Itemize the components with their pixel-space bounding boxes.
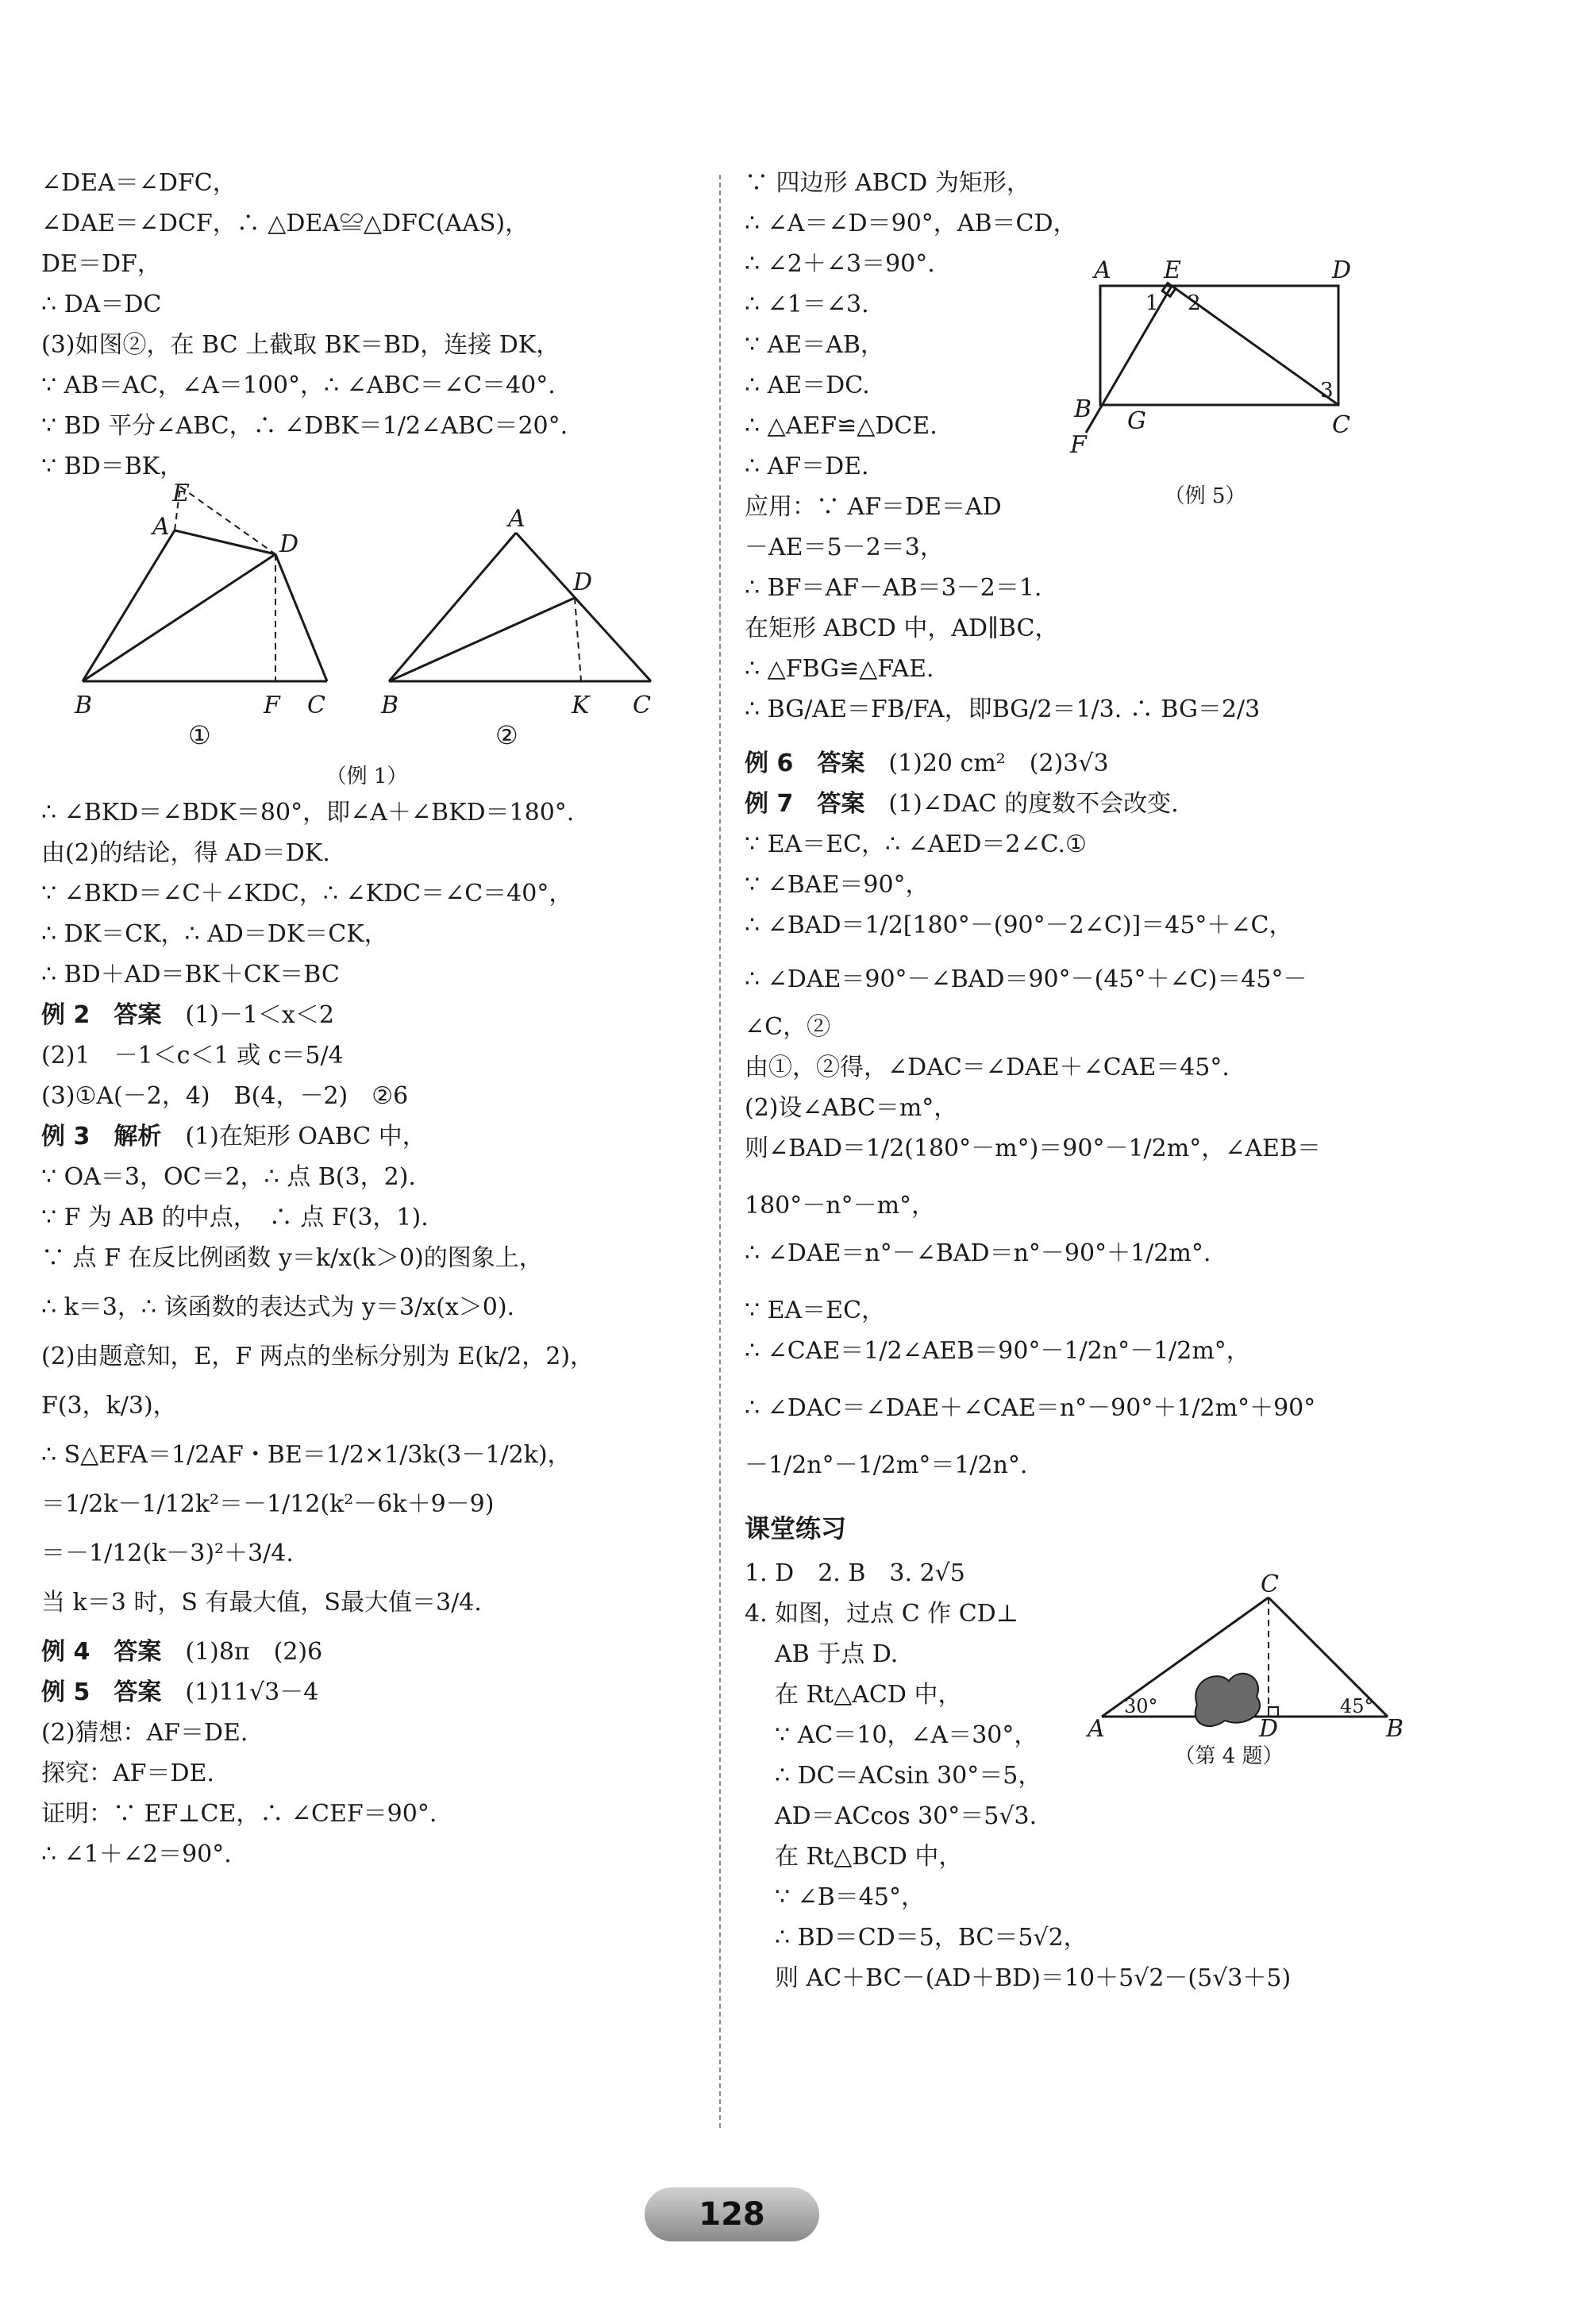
text-line: ∵ AC＝10，∠A＝30°， <box>775 1721 1038 1749</box>
figure-sub-1: ① <box>188 720 211 750</box>
text-line: 在矩形 ABCD 中，AD∥BC， <box>745 615 1059 642</box>
text-line: ∵ OA＝3，OC＝2，∴ 点 B(3，2). <box>41 1163 416 1191</box>
practice-answers: 1. D 2. B 3. 2√5 <box>745 1559 965 1587</box>
example-title: 例 7 答案 <box>745 790 865 818</box>
text-line: 则∠BAD＝1/2(180°－m°)＝90°－1/2m°，∠AEB＝ <box>745 1135 1321 1162</box>
figure-label: D <box>1259 1715 1279 1743</box>
text-line: ∴ DC＝ACsin 30°＝5， <box>775 1762 1042 1790</box>
text-line: 应用：∵ AF＝DE＝AD <box>745 493 1002 521</box>
text-line: ∠DEA＝∠DFC， <box>41 169 237 197</box>
example-7 <box>745 784 1459 1502</box>
text-line: (2)1 －1＜c＜1 或 c＝5/4 <box>41 1042 344 1070</box>
text-line: ∴ BD＋AD＝BK＋CK＝BC <box>41 961 340 989</box>
text-line: ∴ AF＝DE. <box>745 453 869 480</box>
text-line: ∠DAE＝∠DCF，∴ △DEA≌△DFC(AAS)， <box>41 210 529 237</box>
text-line: ∵ 点 F 在反比例函数 y＝k/x(k＞0)的图象上， <box>41 1244 543 1272</box>
right-column <box>745 163 1459 1998</box>
text-line: DE＝DF， <box>41 250 161 278</box>
figure-label: C <box>307 692 325 719</box>
text-line: 由①，②得，∠DAC＝∠DAE＋∠CAE＝45°. <box>745 1054 1230 1081</box>
example-4 <box>41 1632 756 1672</box>
text-line: ∴ ∠DAE＝90°－∠BAD＝90°－(45°＋∠C)＝45°－ <box>745 965 1307 993</box>
text-line: (2)由题意知，E，F 两点的坐标分别为 E(k/2，2)， <box>41 1343 595 1370</box>
text-line: ∴ ∠A＝∠D＝90°，AB＝CD， <box>745 210 1077 237</box>
text-line: ∵ AB＝AC，∠A＝100°，∴ ∠ABC＝∠C＝40°. <box>41 372 556 399</box>
figure-label: F <box>1070 431 1087 459</box>
text-line: 证明：∵ EF⊥CE，∴ ∠CEF＝90°. <box>41 1800 437 1828</box>
text-line: ∵ EA＝EC， <box>745 1297 886 1324</box>
text-line: ∵ 四边形 ABCD 为矩形， <box>745 169 1030 197</box>
text-line: ∴ ∠CAE＝1/2∠AEB＝90°－1/2n°－1/2m°， <box>745 1337 1250 1365</box>
text-line: ∴ ∠2＋∠3＝90°. <box>745 250 935 278</box>
example-3 <box>41 1116 756 1632</box>
example-title: 例 6 答案 <box>745 750 865 777</box>
text-line: ∵ BD 平分∠ABC，∴ ∠DBK＝1/2∠ABC＝20°. <box>41 412 568 440</box>
text-line: ∴ S△EFA＝1/2AF・BE＝1/2×1/3k(3－1/2k)， <box>41 1441 572 1469</box>
text-line: ∴ BF＝AF－AB＝3－2＝1. <box>745 574 1042 602</box>
text-line: ∴ ∠BAD＝1/2[180°－(90°－2∠C)]＝45°＋∠C， <box>745 911 1293 939</box>
column-divider <box>719 175 721 2128</box>
figure-label: E <box>172 480 190 507</box>
figure-label: 3 <box>1320 379 1334 403</box>
figure-label: C <box>633 692 651 719</box>
example-title: 例 3 解析 <box>41 1123 162 1150</box>
figure-label: A <box>152 513 170 541</box>
figure-example-1-drawing <box>41 480 692 719</box>
text-line: ∴ △AEF≌△DCE. <box>745 412 938 440</box>
left-top-block <box>41 163 756 487</box>
example-2 <box>41 995 756 1116</box>
text-line: (1)11√3－4 <box>185 1678 319 1706</box>
figure-label: D <box>573 568 593 596</box>
text-line: (1)20 cm² (2)3√3 <box>888 750 1109 777</box>
text-line: ∴ DA＝DC <box>41 291 162 318</box>
text-line: 当 k＝3 时，S 有最大值，S最大值＝3/4. <box>41 1589 482 1617</box>
text-line: 则 AC＋BC－(AD＋BD)＝10＋5√2－(5√3＋5) <box>775 1964 1292 1992</box>
figure-label: B <box>381 692 399 719</box>
example-6 <box>745 743 1459 784</box>
text-line: ∴ BD＝CD＝5，BC＝5√2， <box>775 1924 1088 1952</box>
figure-label: B <box>1386 1715 1404 1743</box>
figure-label: K <box>572 692 590 719</box>
text-line: ∠C，② <box>745 1013 831 1041</box>
text-line: ∵ ∠B＝45°， <box>775 1883 925 1911</box>
text-line: 探究：AF＝DE. <box>41 1759 214 1787</box>
text-line: ∵ BD＝BK， <box>41 453 184 480</box>
figure-example-5 <box>1062 254 1364 508</box>
text-line: ∵ EA＝EC，∴ ∠AED＝2∠C.① <box>745 831 1087 858</box>
figure-label: D <box>1332 256 1352 284</box>
text-line: ∴ DK＝CK，∴ AD＝DK＝CK， <box>41 920 388 948</box>
text-line: ∴ △FBG≌△FAE. <box>745 655 934 683</box>
figure-label: G <box>1127 407 1146 435</box>
text-line: (1)8π (2)6 <box>185 1638 323 1666</box>
text-line: (3)如图②，在 BC 上截取 BK＝BD，连接 DK， <box>41 331 560 359</box>
text-line: ∴ ∠DAC＝∠DAE＋∠CAE＝n°－90°＋1/2m°＋90° <box>745 1394 1316 1422</box>
text-line: 由(2)的结论，得 AD＝DK. <box>41 839 330 867</box>
figure-question-4 <box>1078 1571 1411 1768</box>
figure-label: A <box>1094 256 1111 284</box>
text-line: －1/2n°－1/2m°＝1/2n°. <box>745 1451 1028 1479</box>
text-line: (2)猜想：AF＝DE. <box>41 1719 248 1747</box>
text-line: (3)①A(－2，4) B(4，－2) ②6 <box>41 1082 409 1110</box>
figure-label: A <box>1088 1715 1105 1743</box>
example-5 <box>41 1672 756 1875</box>
text-line: ∵ F 为 AB 的中点， ∴ 点 F(3，1). <box>41 1204 429 1231</box>
figure-label: 2 <box>1188 291 1201 315</box>
text-line: ∵ ∠BAE＝90°， <box>745 871 930 899</box>
example-title: 例 2 答案 <box>41 1001 162 1029</box>
angle-label: 30° <box>1124 1695 1158 1717</box>
text-line: ∴ BG/AE＝FB/FA，即BG/2＝1/3. ∴ BG＝2/3 <box>745 696 1261 723</box>
figure-label: 1 <box>1145 291 1159 315</box>
figure-caption: （例 5） <box>1164 484 1246 508</box>
figure-caption: （第 4 题） <box>1174 1744 1284 1768</box>
text-line: ∴ k＝3，∴ 该函数的表达式为 y＝3/x(x＞0). <box>41 1293 515 1321</box>
figure-example-5-drawing <box>1062 254 1364 508</box>
angle-label: 45° <box>1340 1695 1374 1717</box>
figure-label: B <box>75 692 93 719</box>
figure-label: B <box>1074 395 1092 423</box>
text-line: (1)∠DAC 的度数不会改变. <box>888 790 1179 818</box>
figure-label: E <box>1164 256 1181 284</box>
text-line: 180°－n°－m°， <box>745 1192 936 1220</box>
text-line: (1)在矩形 OABC 中， <box>185 1123 426 1150</box>
example-title: 例 5 答案 <box>41 1678 162 1706</box>
figure-label: F <box>264 692 280 719</box>
figure-label: C <box>1261 1571 1279 1598</box>
text-line: F(3，k/3)， <box>41 1392 177 1420</box>
page-number: 128 <box>645 2187 819 2241</box>
figure-label: A <box>508 505 526 533</box>
text-line: (1)－1＜x＜2 <box>185 1001 334 1029</box>
text-line: ∴ AE＝DC. <box>745 372 870 399</box>
example-title: 例 4 答案 <box>41 1638 162 1666</box>
text-line: (2)设∠ABC＝m°， <box>745 1094 958 1122</box>
figure-sub-2: ② <box>495 720 518 750</box>
text-line: 在 Rt△BCD 中， <box>775 1843 963 1871</box>
text-line: ∴ ∠1＋∠2＝90°. <box>41 1840 232 1868</box>
text-line: ＝1/2k－1/12k²＝－1/12(k²－6k＋9－9) <box>41 1490 495 1518</box>
text-line: AD＝ACcos 30°＝5√3. <box>775 1802 1038 1830</box>
text-line: 4. 如图，过点 C 作 CD⊥ <box>745 1600 1018 1628</box>
section-heading: 课堂练习 <box>745 1513 847 1544</box>
text-line: ＝－1/12(k－3)²＋3/4. <box>41 1540 294 1567</box>
text-line: ∴ ∠BKD＝∠BDK＝80°，即∠A＋∠BKD＝180°. <box>41 799 575 827</box>
text-line: ∵ AE＝AB， <box>745 331 884 359</box>
text-line: ∴ ∠1＝∠3. <box>745 291 869 318</box>
figure-label: D <box>279 530 299 558</box>
text-line: ∵ ∠BKD＝∠C＋∠KDC，∴ ∠KDC＝∠C＝40°， <box>41 880 573 908</box>
figure-example-1 <box>41 480 756 719</box>
text-line: AB 于点 D. <box>775 1640 899 1668</box>
lake-shape <box>1196 1674 1260 1726</box>
text-line: ∴ ∠DAE＝n°－∠BAD＝n°－90°＋1/2m°. <box>745 1239 1211 1267</box>
left-column <box>41 163 756 1875</box>
figure-label: C <box>1332 411 1350 439</box>
text-line: －AE＝5－2＝3， <box>745 534 944 561</box>
text-line: 在 Rt△ACD 中， <box>775 1681 962 1709</box>
figure-caption: （例 1） <box>325 765 408 788</box>
left-mid-block <box>41 792 756 995</box>
